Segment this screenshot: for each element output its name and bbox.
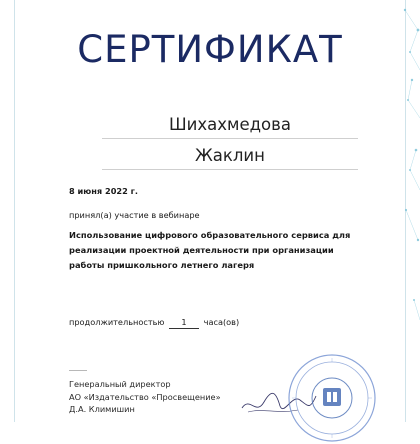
signature-rule [69,370,87,371]
name-divider [102,138,358,139]
duration-value: 1 [169,317,199,329]
signatory-name: Д.А. Климишин [69,404,135,414]
duration-row [69,317,239,329]
event-date: 8 июня 2022 г. [69,186,139,196]
webinar-title: Использование цифрового образовательного сервиса для реализации проектной деятельности при организации работы пришкольного летнего лагеря [69,230,351,270]
signatory-organization: АО «Издательство «Просвещение» [69,391,221,402]
recipient-surname: Шихахмедова [169,115,291,134]
certificate-title: СЕРТИФИКАТ [77,28,343,71]
name-divider [102,169,358,170]
signatory-block [69,378,221,416]
recipient-given-name: Жаклин [195,146,265,165]
seal-icon [286,352,378,444]
signatory-position: Генеральный директор [69,379,171,389]
participation-text: принял(а) участие в вебинаре [69,210,200,220]
duration-suffix: часа(ов) [203,317,240,327]
duration-prefix: продолжительностью [69,317,165,327]
